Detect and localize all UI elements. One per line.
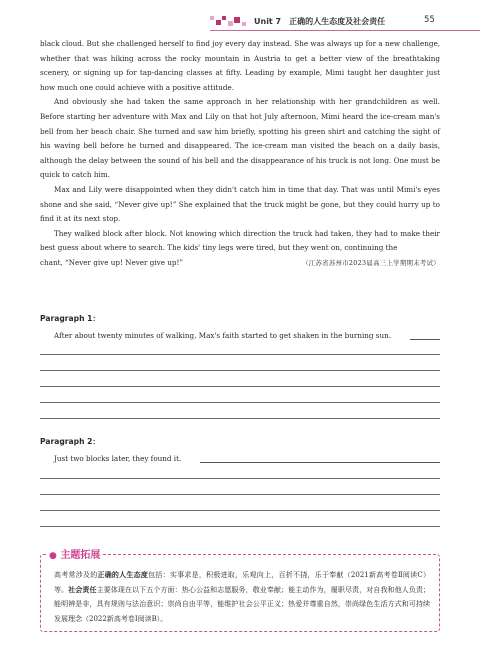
source-citation: （江苏省苏州市2023届高三上学期期末考试） xyxy=(302,258,440,267)
paragraph-2-label: Paragraph 2： xyxy=(40,437,101,446)
passage-paragraph-3: Max and Lily were disappointed when they didn't catch him in time that day. That was until Mimi's eyes shone and she said, “Never give up!” She explained that the truck might be gone, but they could hurry up to find it at its next stop. xyxy=(40,184,440,224)
theme-title xyxy=(46,546,103,561)
theme-keyword-responsibility: 社会责任 xyxy=(68,584,97,594)
passage-paragraph-1: black cloud. But she challenged herself to find joy every day instead. She was always up for a new challenge, whether that was hiking across the rocky mountain in Austria to get a better view of the breathtaking scenery, or signing up for tap-dancing classes at fifty. Leading by example, Mimi taught her daughter just how much one could achieve with a positive attitude. xyxy=(40,39,440,92)
paragraph-2-continuation-line[interactable] xyxy=(200,462,440,463)
bullet-icon: ● xyxy=(49,551,57,561)
writing-line[interactable] xyxy=(40,386,440,387)
theme-expansion-box xyxy=(40,546,440,630)
theme-body-text xyxy=(54,568,430,626)
page-header xyxy=(40,14,440,30)
passage-paragraph-4-end xyxy=(40,256,440,271)
passage-final-line: chant, “Never give up! Never give up!” xyxy=(40,257,184,267)
theme-title-text: 主题拓展 xyxy=(60,550,101,561)
paragraph-1-continuation-line[interactable] xyxy=(410,339,440,340)
writing-line[interactable] xyxy=(40,402,440,403)
paragraph-1-opening: After about twenty minutes of walking, Max's faith started to get shaken in the burning sun. xyxy=(54,331,391,340)
writing-line[interactable] xyxy=(40,526,440,527)
writing-line[interactable] xyxy=(40,494,440,495)
theme-text-part: 包括：实事求是，积极进取，乐观向上，百折不挠，乐于奉献（2021新高考卷Ⅱ阅读C）等。 xyxy=(54,571,431,594)
theme-text-part: 高考常涉及的 xyxy=(54,571,98,579)
paragraph-1-label: Paragraph 1： xyxy=(40,314,101,323)
passage-paragraph-2: And obviously she had taken the same approach in her relationship with her grandchildren as well. Before starting her adventure with Max and Lily on that hot July afternoon, Mimi heard the ice-cream man's bell from her beach chair. She turned and saw him briefly, spotting his green shirt and catching the sight of his waving bell before he turned and disappeared. The ice-cream man visited the beach on a daily basis, although the delay between the sound of his bell and the disappearance of his truck is not long. One must be quick to catch him. xyxy=(40,97,440,180)
page-number: 55 xyxy=(424,15,435,25)
header-decoration-squares xyxy=(210,16,250,28)
reading-passage xyxy=(40,37,440,271)
unit-title: Unit 7 正确的人生态度及社会责任 xyxy=(254,17,386,26)
writing-line[interactable] xyxy=(40,354,440,355)
theme-keyword-attitude: 正确的人生态度 xyxy=(97,570,149,579)
writing-line[interactable] xyxy=(40,418,440,419)
paragraph-2-opening: Just two blocks later, they found it. xyxy=(54,454,182,463)
writing-line[interactable] xyxy=(40,478,440,479)
writing-line[interactable] xyxy=(40,510,440,511)
theme-text-part: 主要体现在以下五个方面：热心公益和志愿服务，敬业奉献；能主动作为，履职尽责，对自我和他人负责；能明辨是非，具有规则与法治意识；崇尚自由平等，能维护社会公平正义；热爱并尊重自然，崇尚绿色生活方式和可持续发展理念（2022新高考卷Ⅰ阅读B）。 xyxy=(54,585,431,623)
passage-paragraph-4: They walked block after block. Not knowing which direction the truck had taken, they had to make their best guess about where to search. The kids' tiny legs were tired, but they went on, continuing the xyxy=(40,228,440,253)
header-rule xyxy=(210,30,480,31)
writing-line[interactable] xyxy=(40,370,440,371)
